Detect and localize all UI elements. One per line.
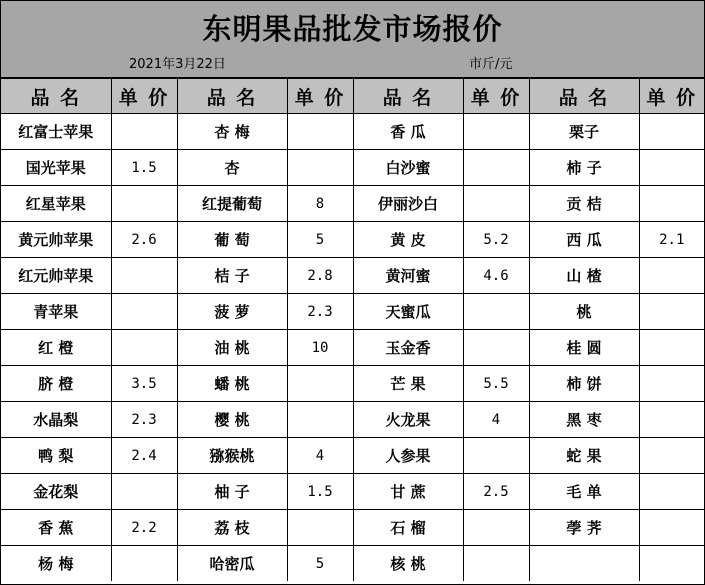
unit-price-cell bbox=[639, 294, 704, 330]
unit-price-cell bbox=[463, 186, 529, 222]
fruit-name-cell: 荔 枝 bbox=[177, 510, 287, 546]
unit-price-cell bbox=[111, 474, 177, 510]
fruit-name-cell: 国光苹果 bbox=[1, 150, 111, 186]
table-header-row bbox=[1, 79, 704, 114]
fruit-name-cell: 桂 圆 bbox=[529, 330, 639, 366]
fruit-name-cell: 毛 单 bbox=[529, 474, 639, 510]
fruit-name-cell: 红富士苹果 bbox=[1, 114, 111, 150]
fruit-name-cell: 红元帅苹果 bbox=[1, 258, 111, 294]
unit-price-cell bbox=[111, 186, 177, 222]
fruit-name-cell: 火龙果 bbox=[353, 402, 463, 438]
fruit-name-cell: 红 橙 bbox=[1, 330, 111, 366]
fruit-name-cell: 金花梨 bbox=[1, 474, 111, 510]
column-header-price: 单 价 bbox=[639, 79, 704, 114]
unit-price-cell: 1.5 bbox=[111, 150, 177, 186]
unit-price-cell bbox=[111, 546, 177, 582]
unit-price-cell: 2.2 bbox=[111, 510, 177, 546]
fruit-name-cell: 水晶梨 bbox=[1, 402, 111, 438]
unit-price-cell: 2.3 bbox=[287, 294, 353, 330]
table-row bbox=[1, 474, 704, 510]
unit-price-cell: 2.3 bbox=[111, 402, 177, 438]
table-row bbox=[1, 438, 704, 474]
unit-price-cell bbox=[639, 114, 704, 150]
unit-price-cell: 5 bbox=[287, 222, 353, 258]
unit-price-cell bbox=[287, 150, 353, 186]
table-row bbox=[1, 546, 704, 582]
fruit-name-cell: 山 楂 bbox=[529, 258, 639, 294]
fruit-name-cell: 黑 枣 bbox=[529, 402, 639, 438]
fruit-name-cell: 油 桃 bbox=[177, 330, 287, 366]
unit-price-cell: 4 bbox=[463, 402, 529, 438]
unit-price-cell bbox=[463, 114, 529, 150]
fruit-name-cell: 黄河蜜 bbox=[353, 258, 463, 294]
fruit-name-cell: 蛇 果 bbox=[529, 438, 639, 474]
table-row bbox=[1, 330, 704, 366]
column-header-name: 品 名 bbox=[177, 79, 287, 114]
fruit-name-cell: 香 蕉 bbox=[1, 510, 111, 546]
column-header-name: 品 名 bbox=[1, 79, 111, 114]
unit-price-cell: 2.6 bbox=[111, 222, 177, 258]
fruit-name-cell: 哈密瓜 bbox=[177, 546, 287, 582]
unit-price-cell bbox=[639, 402, 704, 438]
unit-price-cell: 10 bbox=[287, 330, 353, 366]
unit-price-cell bbox=[287, 366, 353, 402]
unit-label: 市斤/元 bbox=[469, 57, 513, 72]
price-table bbox=[1, 78, 704, 581]
fruit-name-cell: 桔 子 bbox=[177, 258, 287, 294]
unit-price-cell: 2.5 bbox=[463, 474, 529, 510]
unit-price-cell bbox=[111, 294, 177, 330]
unit-price-cell bbox=[639, 510, 704, 546]
fruit-name-cell: 柿 子 bbox=[529, 150, 639, 186]
fruit-name-cell: 白沙蜜 bbox=[353, 150, 463, 186]
column-header-name: 品 名 bbox=[353, 79, 463, 114]
unit-price-cell bbox=[463, 150, 529, 186]
unit-price-cell bbox=[111, 258, 177, 294]
unit-price-cell: 5.5 bbox=[463, 366, 529, 402]
fruit-name-cell: 西 瓜 bbox=[529, 222, 639, 258]
unit-price-cell: 4 bbox=[287, 438, 353, 474]
fruit-name-cell: 红提葡萄 bbox=[177, 186, 287, 222]
fruit-name-cell: 柿 饼 bbox=[529, 366, 639, 402]
fruit-name-cell: 柚 子 bbox=[177, 474, 287, 510]
table-row bbox=[1, 186, 704, 222]
unit-price-cell bbox=[639, 330, 704, 366]
unit-price-cell: 8 bbox=[287, 186, 353, 222]
unit-price-cell: 2.8 bbox=[287, 258, 353, 294]
sheet-header bbox=[1, 1, 704, 78]
unit-price-cell: 4.6 bbox=[463, 258, 529, 294]
fruit-name-cell: 蟠 桃 bbox=[177, 366, 287, 402]
fruit-name-cell: 黄 皮 bbox=[353, 222, 463, 258]
table-body bbox=[1, 114, 704, 582]
table-row bbox=[1, 366, 704, 402]
fruit-name-cell: 伊丽沙白 bbox=[353, 186, 463, 222]
fruit-name-cell: 青苹果 bbox=[1, 294, 111, 330]
fruit-name-cell: 玉金香 bbox=[353, 330, 463, 366]
date-label: 2021年3月22日 bbox=[129, 57, 226, 72]
table-row bbox=[1, 258, 704, 294]
unit-price-cell bbox=[639, 186, 704, 222]
fruit-name-cell: 杏 bbox=[177, 150, 287, 186]
table-row bbox=[1, 294, 704, 330]
fruit-name-cell: 葡 萄 bbox=[177, 222, 287, 258]
unit-price-cell bbox=[463, 510, 529, 546]
table-row bbox=[1, 222, 704, 258]
unit-price-cell: 2.4 bbox=[111, 438, 177, 474]
unit-price-cell bbox=[463, 438, 529, 474]
unit-price-cell bbox=[639, 474, 704, 510]
fruit-name-cell: 核 桃 bbox=[353, 546, 463, 582]
fruit-name-cell: 鸭 梨 bbox=[1, 438, 111, 474]
table-row bbox=[1, 114, 704, 150]
fruit-name-cell: 樱 桃 bbox=[177, 402, 287, 438]
fruit-name-cell: 脐 橙 bbox=[1, 366, 111, 402]
unit-price-cell bbox=[463, 546, 529, 582]
unit-price-cell bbox=[111, 330, 177, 366]
table-row bbox=[1, 510, 704, 546]
unit-price-cell bbox=[287, 510, 353, 546]
fruit-name-cell: 芒 果 bbox=[353, 366, 463, 402]
unit-price-cell: 5.2 bbox=[463, 222, 529, 258]
unit-price-cell: 3.5 bbox=[111, 366, 177, 402]
page-title: 东明果品批发市场报价 bbox=[202, 12, 503, 46]
fruit-name-cell: 香 瓜 bbox=[353, 114, 463, 150]
fruit-name-cell: 天蜜瓜 bbox=[353, 294, 463, 330]
fruit-name-cell: 菠 萝 bbox=[177, 294, 287, 330]
fruit-name-cell: 石 榴 bbox=[353, 510, 463, 546]
fruit-name-cell: 栗子 bbox=[529, 114, 639, 150]
unit-price-cell bbox=[639, 150, 704, 186]
unit-price-cell bbox=[463, 294, 529, 330]
fruit-name-cell: 黄元帅苹果 bbox=[1, 222, 111, 258]
unit-price-cell bbox=[639, 438, 704, 474]
column-header-price: 单 价 bbox=[463, 79, 529, 114]
unit-price-cell bbox=[639, 258, 704, 294]
fruit-name-cell: 贡 桔 bbox=[529, 186, 639, 222]
unit-price-cell: 1.5 bbox=[287, 474, 353, 510]
unit-price-cell bbox=[111, 114, 177, 150]
column-header-price: 单 价 bbox=[287, 79, 353, 114]
fruit-name-cell: 荸 荠 bbox=[529, 510, 639, 546]
fruit-name-cell: 猕猴桃 bbox=[177, 438, 287, 474]
unit-price-cell: 2.1 bbox=[639, 222, 704, 258]
column-header-price: 单 价 bbox=[111, 79, 177, 114]
fruit-name-cell: 杏 梅 bbox=[177, 114, 287, 150]
column-header-name: 品 名 bbox=[529, 79, 639, 114]
fruit-name-cell: 人参果 bbox=[353, 438, 463, 474]
unit-price-cell bbox=[639, 366, 704, 402]
table-row bbox=[1, 402, 704, 438]
fruit-name-cell: 甘 蔗 bbox=[353, 474, 463, 510]
fruit-name-cell bbox=[529, 546, 639, 582]
unit-price-cell bbox=[639, 546, 704, 582]
fruit-name-cell: 红星苹果 bbox=[1, 186, 111, 222]
unit-price-cell bbox=[287, 114, 353, 150]
unit-price-cell bbox=[463, 330, 529, 366]
fruit-name-cell: 杨 梅 bbox=[1, 546, 111, 582]
unit-price-cell bbox=[287, 402, 353, 438]
table-row bbox=[1, 150, 704, 186]
unit-price-cell: 5 bbox=[287, 546, 353, 582]
fruit-name-cell: 桃 bbox=[529, 294, 639, 330]
